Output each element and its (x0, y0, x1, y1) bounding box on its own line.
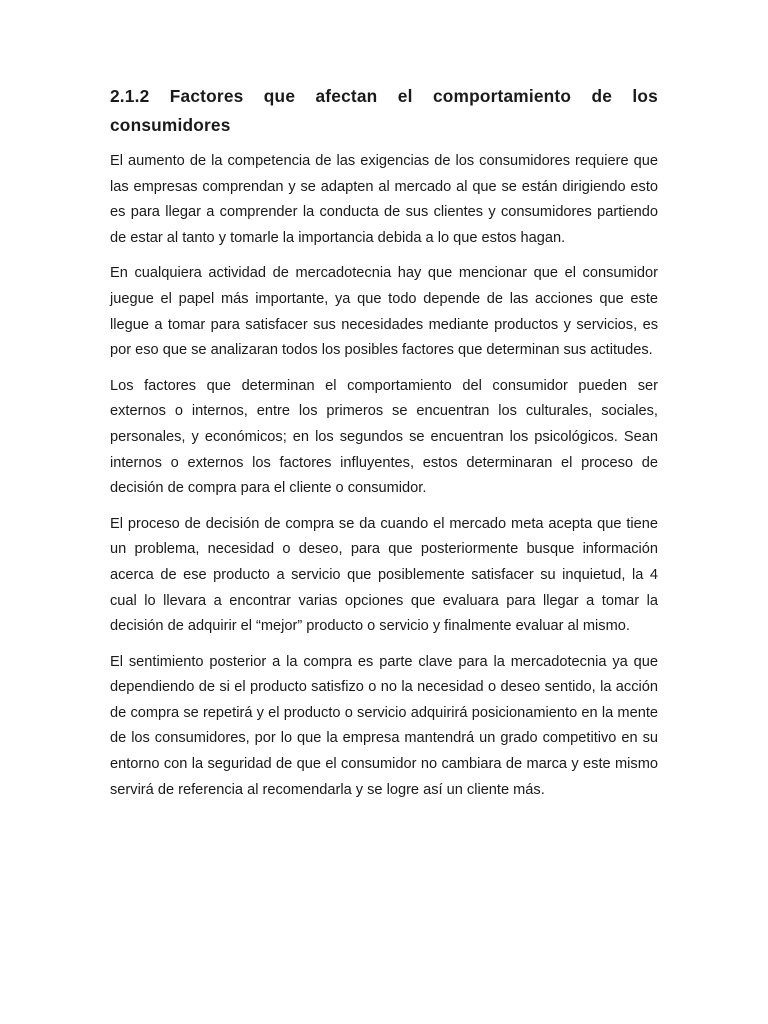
paragraph-4: El proceso de decisión de compra se da cuando el mercado meta acepta que tiene un problema, necesidad o deseo, para que posteriormente busque información acerca de ese producto a servicio que posiblemente satisfacer su inquietud, la 4 cual lo llevara a encontrar varias opciones que evaluara para llegar a tomar la decisión de adquirir el “mejor” producto o servicio y finalmente evaluar al mismo. (110, 515, 658, 635)
paragraph-5: El sentimiento posterior a la compra es parte clave para la mercadotecnia ya que dependiendo de si el producto satisfizo o no la necesidad o deseo sentido, la acción de compra se repetirá y el producto o servicio adquirirá posicionamiento en la mente de los consumidores, por lo que la empresa mantendrá un grado competitivo en su entorno con la seguridad de que el consumidor no cambiara de marca y este mismo servirá de referencia al recomendarla y se logre así un cliente más. (110, 653, 658, 798)
paragraph-1: El aumento de la competencia de las exigencias de los consumidores requiere que las empresas comprendan y se adapten al mercado al que se están dirigiendo esto es para llegar a comprender la conducta de sus clientes y consumidores partiendo de estar al tanto y tomarle la importancia debida a lo que estos hagan. (110, 153, 658, 246)
document-page (110, 82, 658, 813)
paragraph-2: En cualquiera actividad de mercadotecnia hay que mencionar que el consumidor juegue el papel más importante, ya que todo depende de las acciones que este llegue a tomar para satisfacer sus necesidades mediante productos y servicios, es por eso que se analizaran todos los posibles factores que determinan sus actitudes. (110, 265, 658, 359)
section-heading: 2.1.2 Factores que afectan el comportamiento de los consumidores (110, 86, 658, 135)
paragraph-3: Los factores que determinan el comportamiento del consumidor pueden ser externos o internos, entre los primeros se encuentran los culturales, sociales, personales, y económicos; en los segundos se encuentran los psicológicos. Sean internos o externos los factores influyentes, estos determinaran el proceso de decisión de compra para el cliente o consumidor. (110, 377, 658, 497)
